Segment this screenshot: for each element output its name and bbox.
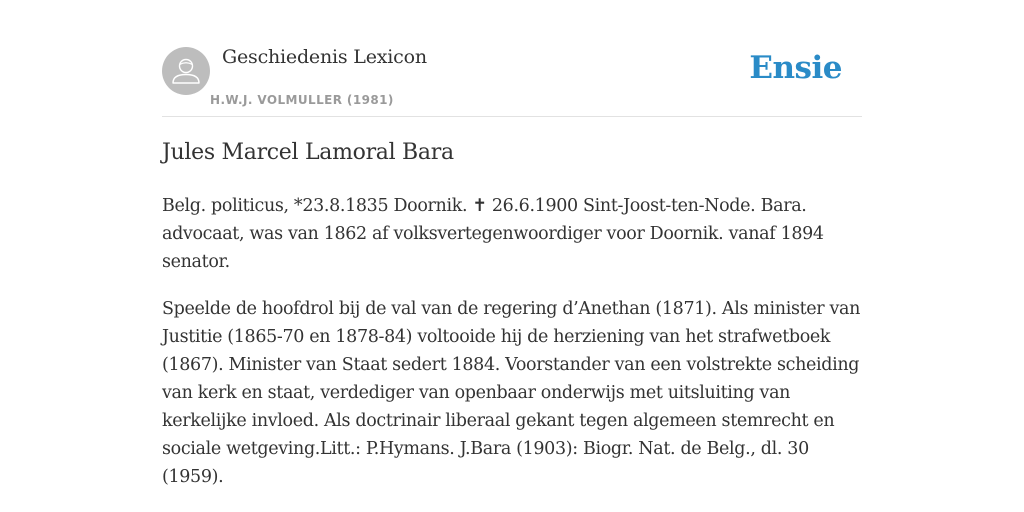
brand-logo[interactable]: Ensie [749,50,842,86]
source-header [162,46,862,117]
avatar[interactable] [162,47,210,95]
article-title: Jules Marcel Lamoral Bara [162,140,454,165]
article-paragraph-1: Belg. politicus, *23.8.1835 Doornik. ✝ 26.6.1900 Sint-Joost-ten-Node. Bara. advocaat, was van 1862 af volksvertegenwoordiger voor Doornik. vanaf 1894 senator. [162,196,824,272]
author-credit: H.W.J. VOLMULLER (1981) [210,93,394,107]
article-body [162,192,862,510]
source-name[interactable]: Geschiedenis Lexicon [222,46,427,68]
article-paragraph-2: Speelde de hoofdrol bij de val van de regering d’Anethan (1871). Als minister van Justitie (1865-70 en 1878-84) voltooide hij de herziening van het strafwetboek (1867). Minister van Staat sedert 1884. Voorstander van een volstrekte scheiding van kerk en staat, verdediger van openbaar onderwijs met uitsluiting van kerkelijke invloed. Als doctrinair liberaal gekant tegen algemeen stemrecht en sociale wetgeving.Litt.: P.Hymans. J.Bara (1903): Biogr. Nat. de Belg., dl. 30 (1959). [162,299,861,487]
user-icon [162,47,210,95]
